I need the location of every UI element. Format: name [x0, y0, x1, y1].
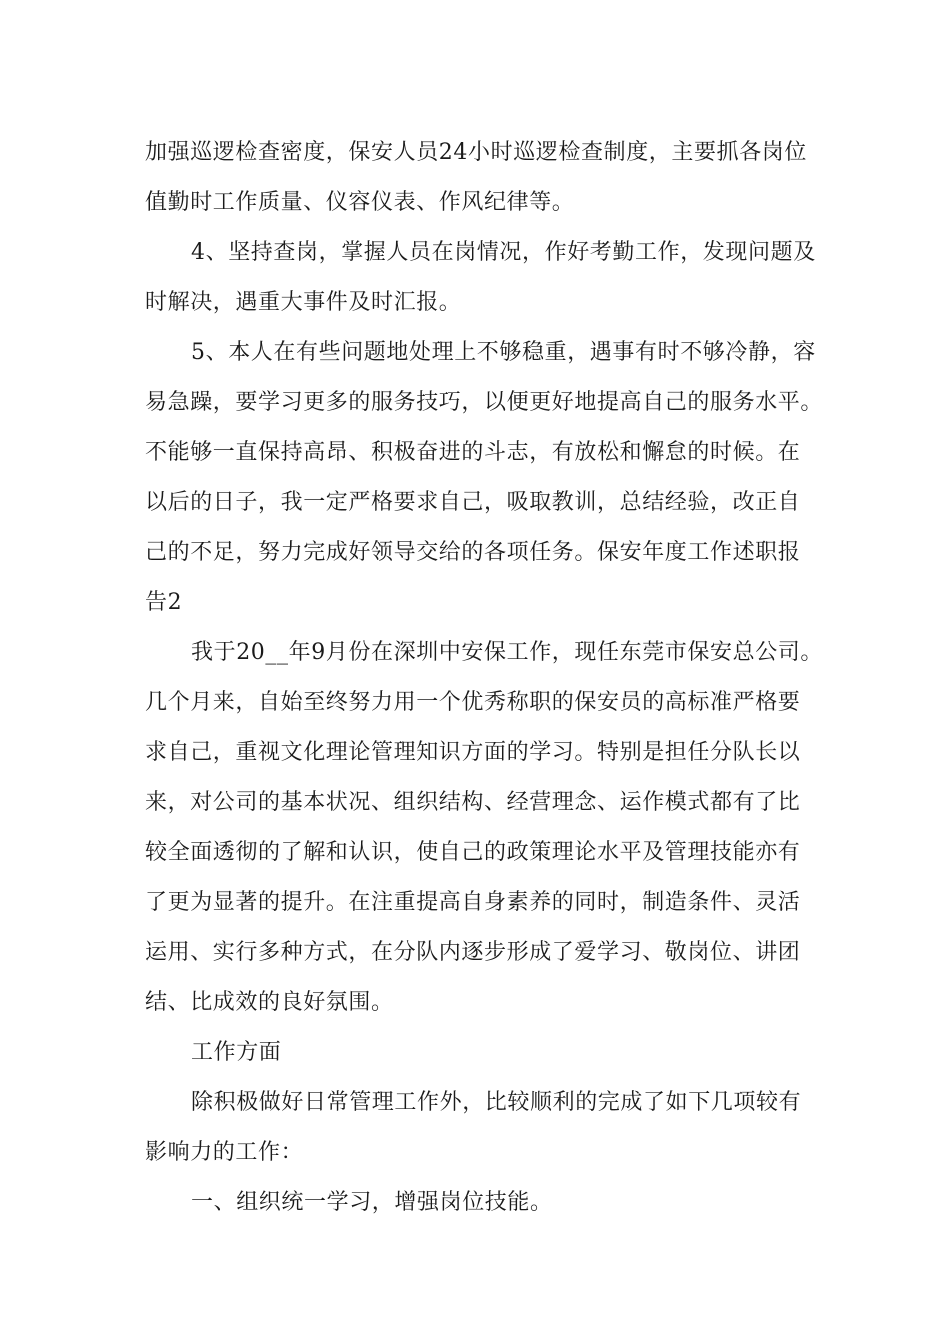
text-line: 以后的日子，我一定严格要求自己，吸取教训，总结经验，改正自	[145, 490, 801, 515]
text-line: 结、比成效的良好氛围。	[145, 990, 394, 1015]
text-line: 值勤时工作质量、仪容仪表、作风纪律等。	[145, 190, 575, 215]
text-line: 求自己，重视文化理论管理知识方面的学习。特别是担任分队长以	[145, 740, 801, 765]
text-line: 运用、实行多种方式，在分队内逐步形成了爱学习、敬岗位、讲团	[145, 940, 801, 965]
text-line: 4、坚持查岗，掌握人员在岗情况，作好考勤工作，发现问题及	[191, 240, 816, 265]
text-line: 除积极做好日常管理工作外，比较顺利的完成了如下几项较有	[191, 1090, 802, 1115]
text-line: 己的不足，努力完成好领导交给的各项任务。保安年度工作述职报	[145, 540, 801, 565]
text-line: 时解决，遇重大事件及时汇报。	[145, 290, 462, 315]
text-line: 5、本人在有些问题地处理上不够稳重，遇事有时不够冷静，容	[191, 340, 816, 365]
text-line: 我于20__年9月份在深圳中安保工作，现任东莞市保安总公司。	[191, 640, 823, 665]
text-line: 易急躁，要学习更多的服务技巧，以便更好地提高自己的服务水平。	[145, 390, 824, 415]
text-line: 了更为显著的提升。在注重提高自身素养的同时，制造条件、灵活	[145, 890, 801, 915]
section-heading: 工作方面	[191, 1040, 282, 1065]
text-line: 影响力的工作：	[145, 1140, 304, 1165]
text-line: 告2	[145, 590, 183, 615]
text-line: 不能够一直保持高昂、积极奋进的斗志，有放松和懈怠的时候。在	[145, 440, 801, 465]
document-body	[145, 128, 824, 1228]
text-line: 来，对公司的基本状况、组织结构、经营理念、运作模式都有了比	[145, 790, 801, 815]
text-line: 几个月来，自始至终努力用一个优秀称职的保安员的高标准严格要	[145, 690, 801, 715]
text-line: 加强巡逻检查密度，保安人员24小时巡逻检查制度，主要抓各岗位	[145, 140, 807, 165]
list-item-heading: 一、组织统一学习，增强岗位技能。	[191, 1190, 553, 1215]
text-line: 较全面透彻的了解和认识，使自己的政策理论水平及管理技能亦有	[145, 840, 801, 865]
